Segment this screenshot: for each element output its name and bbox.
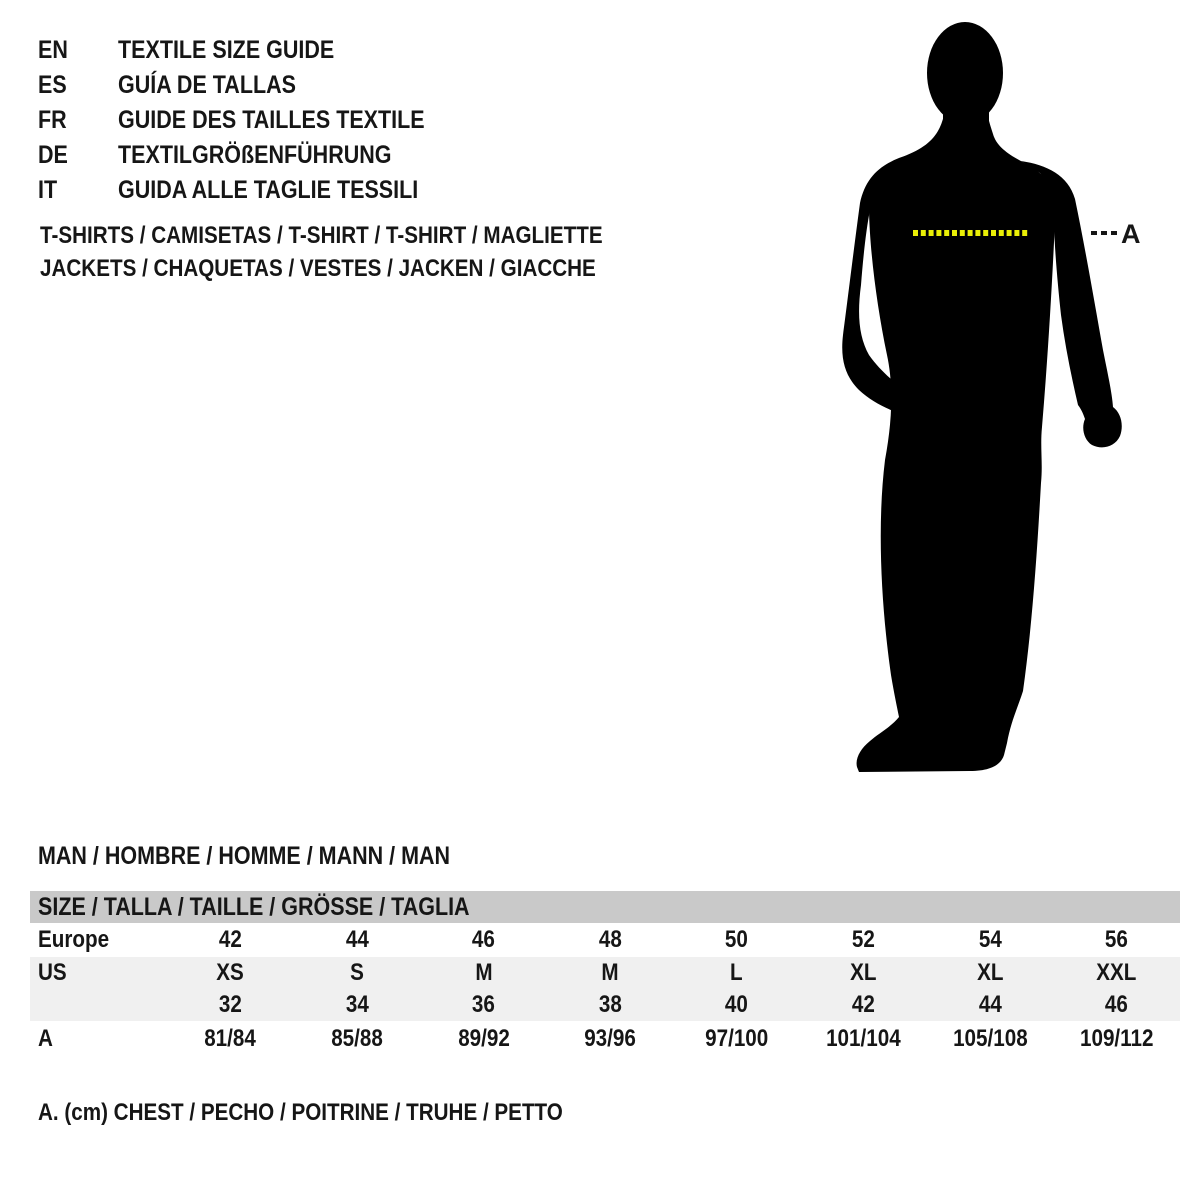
size-value: 97/100 [705,1025,769,1052]
size-value: M [474,959,493,986]
measure-label-a: A [1121,219,1141,249]
guide-title: TEXTILGRÖßENFÜHRUNG [118,141,392,169]
guide-title: GUIDE DES TAILLES TEXTILE [118,106,425,134]
size-value: M [601,959,619,986]
size-value: 56 [1105,926,1129,953]
category-line-tshirts: T-SHIRTS / CAMISETAS / T-SHIRT / T-SHIRT / MAGLIETTE [40,222,603,249]
guide-title: GUIDA ALLE TAGLIE TESSILI [118,176,419,204]
language-guide-item [38,103,475,138]
language-guide-item [38,68,475,103]
table-row-europe [30,923,1180,957]
guide-title: TEXTILE SIZE GUIDE [118,36,335,64]
category-line-jackets: JACKETS / CHAQUETAS / VESTES / JACKEN / GIACCHE [40,255,596,282]
silhouette-torso-legs [857,108,1056,772]
size-value: 40 [725,991,749,1018]
language-guide-item [38,138,475,173]
size-value: 36 [472,991,496,1018]
language-code: DE [38,141,68,169]
size-value: 81/84 [204,1025,257,1052]
size-table-header-label: SIZE / TALLA / TAILLE / GRÖSSE / TAGLIA [38,893,470,921]
language-code: ES [38,71,67,99]
size-value: 105/108 [952,1025,1028,1052]
guide-title: GUÍA DE TALLAS [118,71,296,99]
size-value: 52 [851,926,875,953]
table-row-chest-a [30,1021,1180,1056]
row-label: A [38,1025,53,1052]
size-value: 34 [345,991,369,1018]
language-code: IT [38,176,58,204]
row-label: Europe [38,926,110,953]
category-heading [40,219,694,285]
size-value: 38 [598,991,622,1018]
language-guide-item [38,33,475,68]
language-guide-list [38,33,475,208]
man-silhouette-figure [825,15,1145,775]
table-row-numeric [30,989,1180,1021]
size-value: 93/96 [584,1025,637,1052]
size-value: 85/88 [331,1025,383,1052]
language-guide-item [38,173,475,208]
size-value: XS [216,959,245,986]
size-table-header [30,891,1180,923]
size-value: 44 [978,991,1002,1018]
size-table [30,891,1180,1056]
size-value: 50 [725,926,749,953]
size-value: 54 [978,926,1002,953]
row-label: US [38,959,67,986]
language-code: FR [38,106,67,134]
size-value: 89/92 [457,1025,510,1052]
size-value: 42 [851,991,875,1018]
section-heading-man: MAN / HOMBRE / HOMME / MANN / MAN [38,842,451,870]
size-value: 101/104 [826,1025,901,1052]
size-value: 109/112 [1079,1025,1154,1052]
size-value: XXL [1096,959,1137,986]
size-value: 42 [218,926,242,953]
table-row-us [30,957,1180,989]
size-value: 44 [345,926,369,953]
language-code: EN [38,36,68,64]
size-value: 46 [1105,991,1129,1018]
size-value: 32 [218,991,242,1018]
size-value: XL [850,959,877,986]
size-value: S [350,959,364,986]
size-value: 48 [598,926,622,953]
size-value: XL [976,959,1004,986]
footnote-measure-a: A. (cm) CHEST / PECHO / POITRINE / TRUHE / PETTO [38,1099,563,1126]
size-value: L [730,959,744,986]
size-value: 46 [472,926,496,953]
